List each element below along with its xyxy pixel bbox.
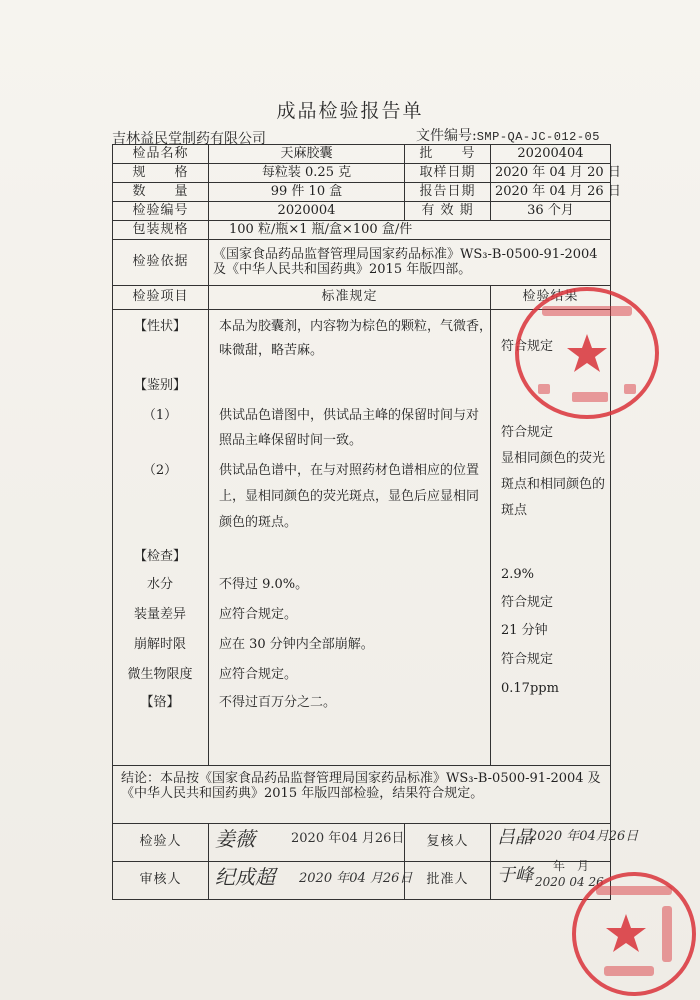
row-column-headers — [113, 286, 611, 310]
row-product — [113, 145, 611, 164]
std-appearance-1: 本品为胶囊剂，内容物为棕色的颗粒，气微香， — [219, 319, 493, 334]
column-header-result: 检验结果 — [491, 286, 611, 310]
batch-value: 20200404 — [491, 145, 611, 164]
item-extra: 【铬】 — [140, 695, 180, 710]
std-microbe: 应符合规定。 — [219, 667, 298, 682]
document-title: 成品检验报告单 — [276, 100, 424, 122]
validity-label: 有 效 期 — [405, 202, 491, 221]
document-number-value: SMP-QA-JC-012-05 — [476, 130, 600, 144]
package-value: 100 粒/瓶×1 瓶/盒×100 盒/件 — [209, 221, 611, 240]
approver-date: 2020 04 26 — [535, 875, 604, 889]
test-no-value: 2020004 — [209, 202, 405, 221]
res-microbe: 符合规定 — [501, 652, 554, 667]
res-load: 符合规定 — [501, 595, 554, 610]
report-date-label: 报告日期 — [405, 183, 491, 202]
document-number — [416, 125, 600, 145]
auditor-name: 纪成超 — [215, 865, 275, 889]
approver-year-month: 年 月 — [553, 859, 590, 873]
row-signatures-1 — [113, 824, 611, 862]
inspector-name: 姜薇 — [215, 827, 255, 851]
item-check: 【检查】 — [133, 549, 186, 564]
test-no-label: 检验编号 — [113, 202, 209, 221]
reviewer-signature — [491, 824, 639, 862]
standards-column — [209, 310, 491, 766]
item-microbe: 微生物限度 — [127, 667, 193, 682]
batch-label: 批 号 — [405, 145, 491, 164]
document-number-label: 文件编号: — [416, 128, 477, 144]
inspector-date: 2020 年04 月26日 — [291, 831, 405, 846]
row-basis — [113, 240, 611, 286]
package-label: 包装规格 — [113, 221, 209, 240]
std-id1-2: 照品主峰保留时间一致。 — [219, 433, 363, 448]
results-column — [491, 310, 611, 766]
row-package — [113, 221, 611, 240]
auditor-signature — [209, 862, 413, 900]
qty-value: 99 件 10 盒 — [209, 183, 405, 202]
res-disintegration: 21 分钟 — [501, 623, 548, 638]
res-id2-3: 斑点 — [501, 503, 528, 518]
std-id1-1: 供试品色谱图中，供试品主峰的保留时间与对 — [219, 408, 480, 423]
std-id2-1: 供试品色谱中，在与对照药材色谱相应的位置 — [219, 463, 480, 478]
item-appearance: 【性状】 — [133, 319, 186, 334]
company-name: 吉林益民堂制药有限公司 — [112, 131, 266, 147]
column-header-item: 检验项目 — [113, 286, 209, 310]
item-disintegration: 崩解时限 — [133, 637, 186, 652]
res-id2-2: 斑点和相同颜色的 — [501, 477, 606, 492]
item-identification: 【鉴别】 — [133, 378, 186, 393]
items-column — [113, 310, 209, 766]
res-water: 2.9% — [501, 567, 535, 582]
validity-value: 36 个月 — [491, 202, 611, 221]
std-water: 不得过 9.0%。 — [219, 577, 309, 592]
reviewer-name: 吕晶 — [497, 827, 533, 848]
item-water: 水分 — [146, 577, 173, 592]
row-signatures-2 — [113, 862, 611, 900]
std-appearance-2: 味微甜，略苦麻。 — [219, 343, 324, 358]
sample-date-value: 2020 年 04 月 20 日 — [491, 164, 611, 183]
row-qty — [113, 183, 611, 202]
row-spec — [113, 164, 611, 183]
row-test-no — [113, 202, 611, 221]
product-label: 检品名称 — [113, 145, 209, 164]
res-appearance: 符合规定 — [501, 339, 554, 354]
column-header-standard: 标准规定 — [209, 286, 491, 310]
inspector-label: 检验人 — [113, 824, 209, 862]
approver-name: 于峰 — [497, 865, 533, 886]
item-id2: （2） — [142, 463, 178, 478]
row-test-details — [113, 310, 611, 766]
product-value: 天麻胶囊 — [209, 145, 405, 164]
item-id1: （1） — [142, 408, 178, 423]
approver-label: 批准人 — [405, 862, 491, 900]
basis-value: 《国家食品药品监督管理局国家药品标准》WS₃-B-0500-91-2004 及《中华人民共和国药典》2015 年版四部。 — [209, 240, 611, 286]
inspector-signature — [209, 824, 405, 862]
res-id1: 符合规定 — [501, 425, 554, 440]
std-id2-3: 颜色的斑点。 — [219, 515, 298, 530]
sample-date-label: 取样日期 — [405, 164, 491, 183]
std-disintegration: 应在 30 分钟内全部崩解。 — [219, 637, 374, 652]
auditor-label: 审核人 — [113, 862, 209, 900]
item-load: 装量差异 — [133, 607, 186, 622]
report-table — [112, 144, 639, 900]
res-extra: 0.17ppm — [501, 681, 559, 696]
reviewer-label: 复核人 — [405, 824, 491, 862]
row-conclusion — [113, 766, 611, 824]
conclusion-text: 结论：本品按《国家食品药品监督管理局国家药品标准》WS₃-B-0500-91-2004 及《中华人民共和国药典》2015 年版四部检验，结果符合规定。 — [113, 766, 611, 824]
spec-label: 规 格 — [113, 164, 209, 183]
std-id2-2: 上，显相同颜色的荧光斑点，显色后应显相同 — [219, 489, 480, 504]
spec-value: 每粒装 0.25 克 — [209, 164, 405, 183]
basis-label: 检验依据 — [113, 240, 209, 286]
approver-signature — [491, 859, 611, 900]
qty-label: 数 量 — [113, 183, 209, 202]
res-id2-1: 显相同颜色的荧光 — [501, 451, 606, 466]
reviewer-date: 2020 年04月26日 — [529, 829, 639, 844]
auditor-date: 2020 年04 月26日 — [299, 871, 413, 886]
std-extra: 不得过百万分之二。 — [219, 695, 337, 710]
std-load: 应符合规定。 — [219, 607, 298, 622]
report-date-value: 2020 年 04 月 26 日 — [491, 183, 611, 202]
